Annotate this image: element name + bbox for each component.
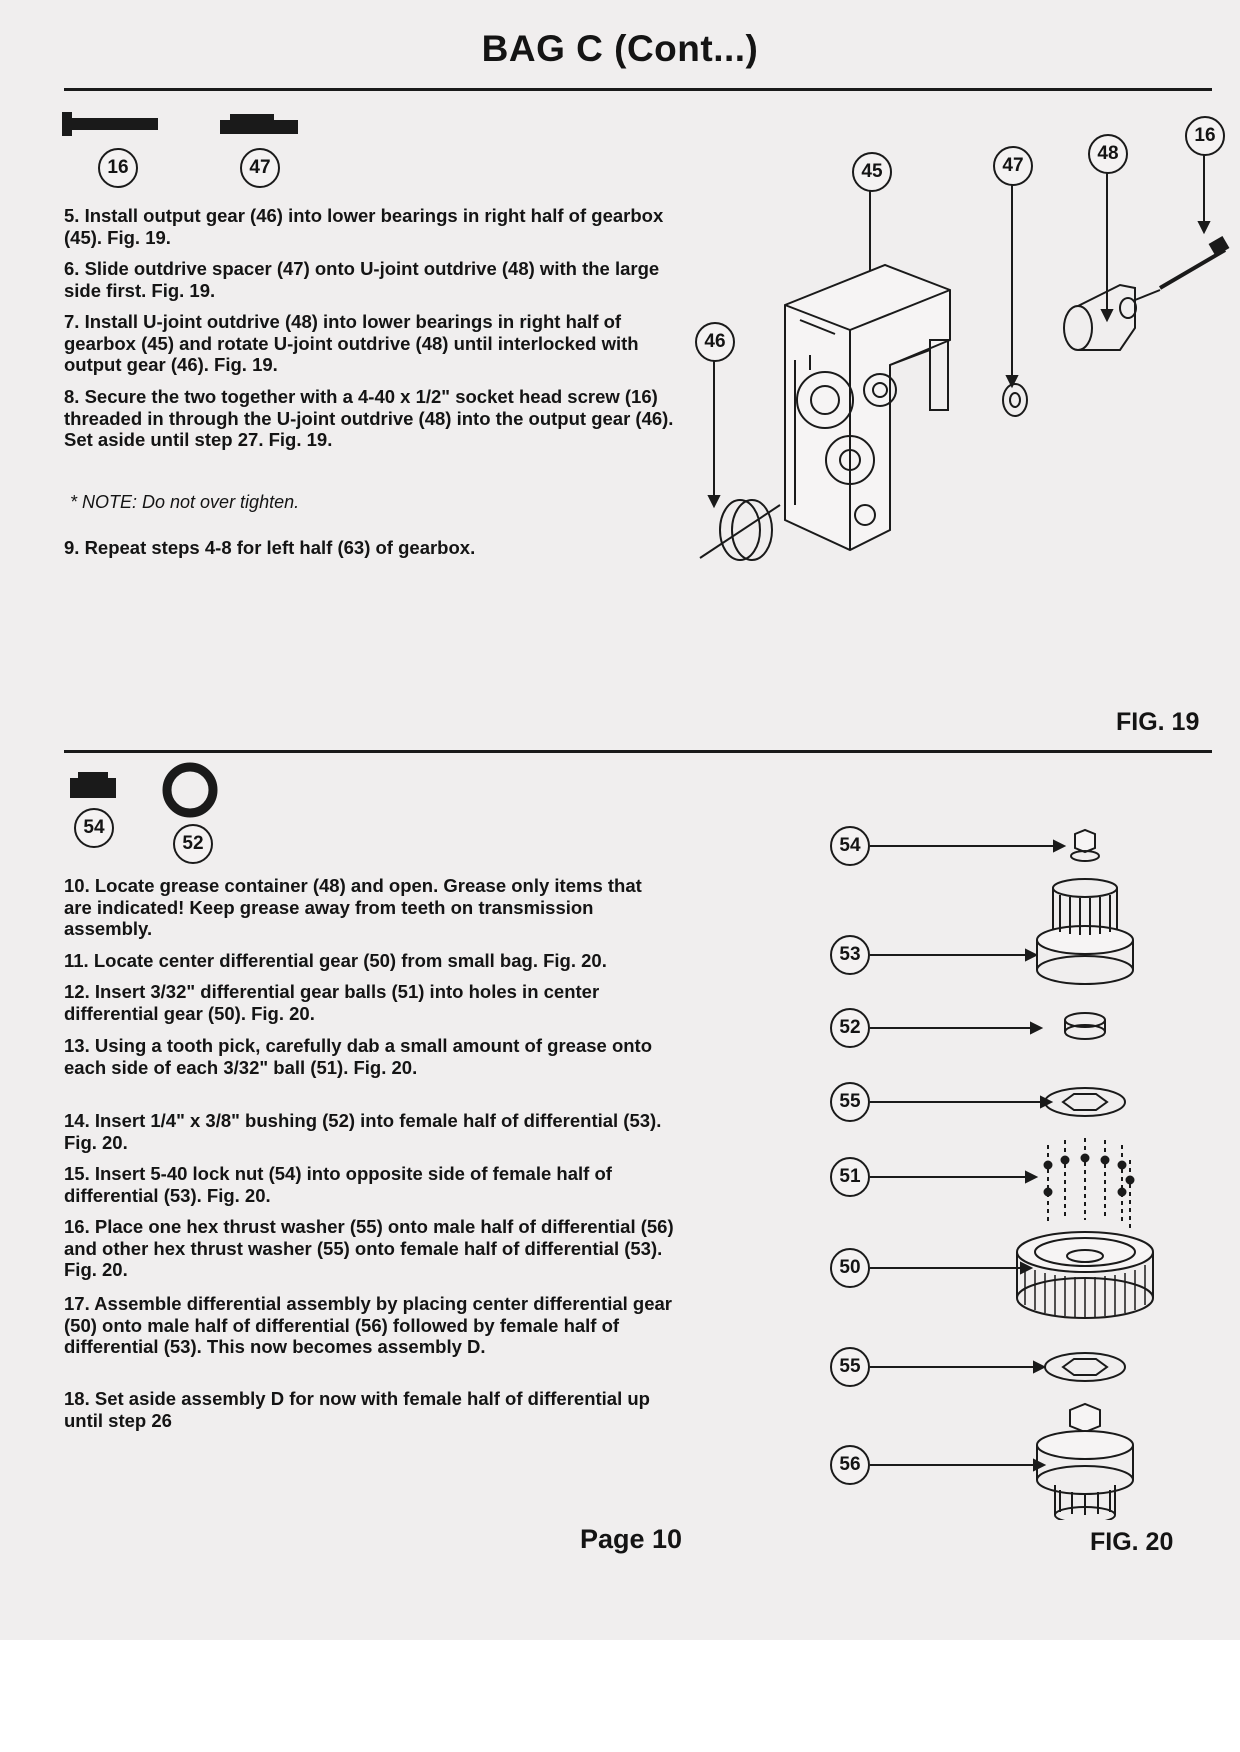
bushing-icon bbox=[160, 760, 220, 820]
fig20-callout-55-lower: 55 bbox=[830, 1347, 870, 1387]
part-callout-16: 16 bbox=[98, 148, 138, 188]
fig20-callout-56: 56 bbox=[830, 1445, 870, 1485]
step-9: 9. Repeat steps 4-8 for left half (63) of gearbox. bbox=[64, 537, 476, 558]
screw-icon bbox=[62, 110, 162, 138]
fig19-callout-46: 46 bbox=[695, 322, 735, 362]
step-12: 12. Insert 3/32" differential gear balls (51) into holes in center differential gear (50). Fig. 20. bbox=[64, 981, 600, 1024]
step-17: 17. Assemble differential assembly by placing center differential gear (50) onto male half of differential (56) followed by female half of differential (53). This now becomes assembly D. bbox=[64, 1293, 672, 1357]
fig20-callout-54: 54 bbox=[830, 826, 870, 866]
differential-illustration bbox=[830, 820, 1160, 1520]
fig19-callout-45: 45 bbox=[852, 152, 892, 192]
step-16: 16. Place one hex thrust washer (55) onto male half of differential (56) and other hex thrust washer (55) onto female half of differential (53). Fig. 20. bbox=[64, 1216, 674, 1280]
step-8: 8. Secure the two together with a 4-40 x 1/2" socket head screw (16) threaded in through the U-joint outdrive (48) into the output gear (46). Set aside until step 27. Fig. 19. bbox=[64, 386, 674, 450]
fig-20-label: FIG. 20 bbox=[1090, 1528, 1174, 1556]
fig19-callout-16: 16 bbox=[1185, 116, 1225, 156]
step-11: 11. Locate center differential gear (50) from small bag. Fig. 20. bbox=[64, 950, 607, 971]
step-14: 14. Insert 1/4" x 3/8" bushing (52) into female half of differential (53). Fig. 20. bbox=[64, 1110, 662, 1153]
fig19-callout-47: 47 bbox=[993, 146, 1033, 186]
fig20-callout-52: 52 bbox=[830, 1008, 870, 1048]
step-15: 15. Insert 5-40 lock nut (54) into opposite side of female half of differential (53). Fig. 20. bbox=[64, 1163, 612, 1206]
part-callout-54: 54 bbox=[74, 808, 114, 848]
fig20-callout-51: 51 bbox=[830, 1157, 870, 1197]
note-text: * NOTE: Do not over tighten. bbox=[70, 492, 300, 512]
fig19-callout-48: 48 bbox=[1088, 134, 1128, 174]
step-7: 7. Install U-joint outdrive (48) into lower bearings in right half of gearbox (45) and rotate U-joint outdrive (48) until interlocked with output gear (46). Fig. 19. bbox=[64, 311, 639, 375]
page-title: BAG C (Cont...) bbox=[481, 28, 759, 69]
fig20-callout-50: 50 bbox=[830, 1248, 870, 1288]
step-6: 6. Slide outdrive spacer (47) onto U-joint outdrive (48) with the large side first. Fig. 19. bbox=[64, 258, 660, 301]
step-13: 13. Using a tooth pick, carefully dab a small amount of grease onto each side of each 3/32" ball (51). Fig. 20. bbox=[64, 1035, 653, 1078]
fig20-callout-53: 53 bbox=[830, 935, 870, 975]
fig-19-label: FIG. 19 bbox=[1116, 708, 1200, 736]
step-10: 10. Locate grease container (48) and open. Grease only items that are indicated! Keep grease away from teeth on transmission assembly. bbox=[64, 875, 642, 939]
middle-divider bbox=[64, 750, 1212, 753]
page-number: Page 10 bbox=[580, 1524, 683, 1554]
top-divider bbox=[64, 88, 1212, 91]
spacer-icon bbox=[220, 112, 300, 138]
step-5: 5. Install output gear (46) into lower bearings in right half of gearbox (45). Fig. 19. bbox=[64, 205, 664, 248]
fig20-callout-55-upper: 55 bbox=[830, 1082, 870, 1122]
step-18: 18. Set aside assembly D for now with female half of differential up until step 26 bbox=[64, 1388, 650, 1431]
part-callout-52: 52 bbox=[173, 824, 213, 864]
lock-nut-icon bbox=[70, 772, 118, 800]
gearbox-illustration bbox=[690, 110, 1230, 570]
part-callout-47: 47 bbox=[240, 148, 280, 188]
